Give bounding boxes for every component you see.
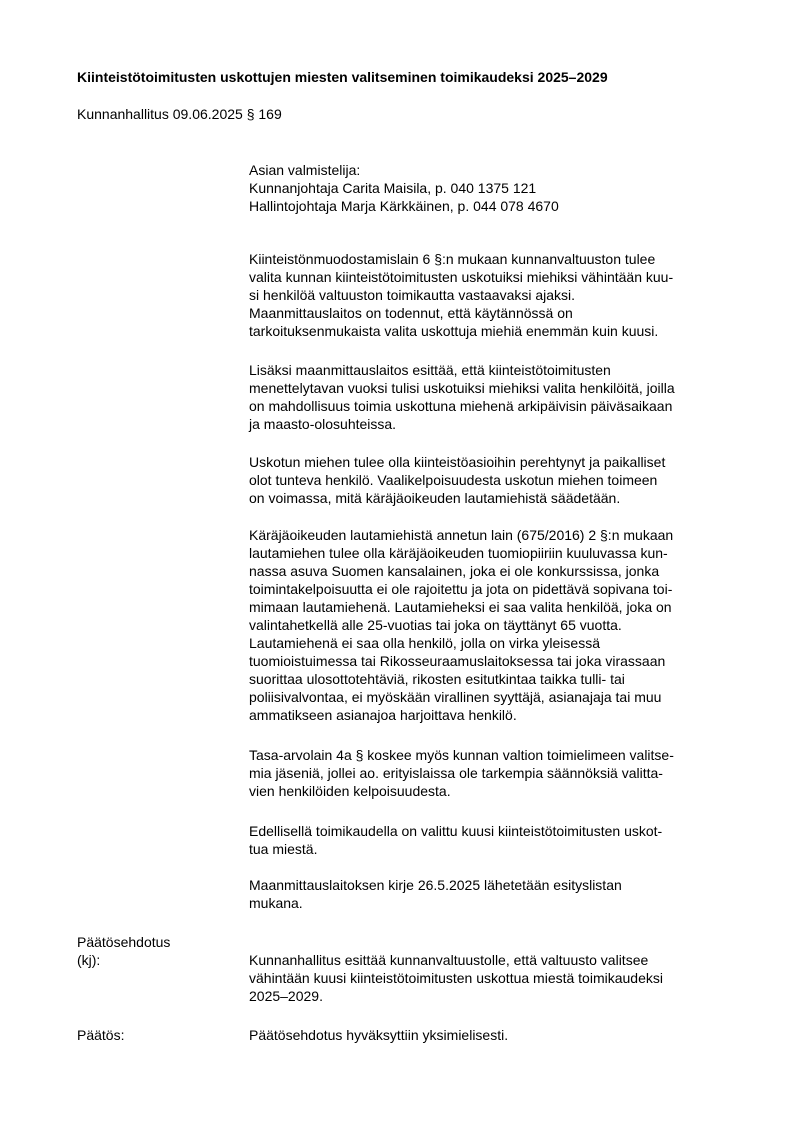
- text-line: ammatikseen asianajoa harjoittava henkilö.: [249, 707, 517, 723]
- text-line: Lautamiehenä ei saa olla henkilö, jolla on virka yleisessä: [249, 635, 600, 651]
- paragraph-4: [249, 526, 739, 724]
- text-line: Tasa-arvolain 4a § koskee myös kunnan valtion toimielimeen valitse-: [249, 747, 674, 763]
- paragraph-3: [249, 453, 739, 507]
- text-line: Uskotun miehen tulee olla kiinteistöasioihin perehtynyt ja paikalliset: [249, 454, 666, 470]
- text-line: Kunnanhallitus esittää kunnanvaltuustolle, että valtuusto valitsee: [249, 952, 649, 968]
- text-line: Käräjäoikeuden lautamiehistä annetun lain (675/2016) 2 §:n mukaan: [249, 527, 674, 543]
- text-line: poliisivalvontaa, ei myöskään virallinen syyttäjä, asianajaja tai muu: [249, 689, 662, 705]
- text-line: menettelytavan vuoksi tulisi uskotuiksi miehiksi valita henkilöitä, joilla: [249, 380, 675, 396]
- text-line: vähintään kuusi kiinteistötoimitusten uskottua miestä toimikaudeksi: [249, 970, 663, 986]
- text-line: valita kunnan kiinteistötoimitusten uskotuiksi miehiksi vähintään kuu-: [249, 269, 674, 285]
- text-line: mia jäseniä, jollei ao. erityislaissa ole tarkempia säännöksiä valitta-: [249, 765, 663, 781]
- text-line: olot tunteva henkilö. Vaalikelpoisuudesta uskotun miehen toimeen: [249, 472, 658, 488]
- meeting-reference: Kunnanhallitus 09.06.2025 § 169: [77, 106, 282, 122]
- text-line: on voimassa, mitä käräjäoikeuden lautamiehistä säädetään.: [249, 490, 621, 506]
- preparer-line: Hallintojohtaja Marja Kärkkäinen, p. 044 078 4670: [249, 198, 559, 214]
- proposal-text: [249, 951, 739, 1005]
- text-line: Maanmittauslaitoksen kirje 26.5.2025 lähetetään esityslistan: [249, 877, 622, 893]
- text-line: Kiinteistönmuodostamislain 6 §:n mukaan kunnanvaltuuston tulee: [249, 251, 656, 267]
- text-line: tuomioistuimessa tai Rikosseuraamuslaitoksessa tai joka virassaan: [249, 653, 666, 669]
- paragraph-1: [249, 250, 739, 340]
- text-line: vien henkilöiden kelpoisuudesta.: [249, 783, 451, 799]
- text-line: tua miestä.: [249, 841, 318, 857]
- text-line: lautamiehen tulee olla käräjäoikeuden tuomiopiiriin kuuluvassa kun-: [249, 545, 668, 561]
- text-line: on mahdollisuus toimia uskottuna miehenä arkipäivisin päiväsaikaan: [249, 398, 673, 414]
- preparer-line: Kunnanjohtaja Carita Maisila, p. 040 1375 121: [249, 180, 537, 196]
- decision-label: Päätös:: [77, 1027, 125, 1043]
- text-line: 2025–2029.: [249, 988, 323, 1004]
- paragraph-5: [249, 746, 739, 800]
- text-line: mimaan lautamiehenä. Lautamieheksi ei saa valita henkilöä, joka on: [249, 599, 672, 615]
- text-line: Edellisellä toimikaudella on valittu kuusi kiinteistötoimitusten uskot-: [249, 823, 663, 839]
- preparer-label: Asian valmistelija:: [249, 162, 361, 178]
- text-line: mukana.: [249, 895, 303, 911]
- text-line: si henkilöä valtuuston toimikautta vastaavaksi ajaksi.: [249, 287, 576, 303]
- proposal-label-sub: (kj):: [77, 952, 101, 968]
- paragraph-6: [249, 822, 739, 858]
- text-line: toimintakelpoisuutta ei ole rajoitettu ja jota on pidettävä sopivana toi-: [249, 581, 673, 597]
- preparer-block: [249, 161, 739, 215]
- text-line: Maanmittauslaitos on todennut, että käytännössä on: [249, 305, 573, 321]
- decision-text: Päätösehdotus hyväksyttiin yksimielisesti.: [249, 1027, 509, 1043]
- text-line: suorittaa ulosottotehtäviä, rikosten esitutkintaa taikka tulli- tai: [249, 671, 625, 687]
- paragraph-7: [249, 876, 739, 912]
- text-line: Lisäksi maanmittauslaitos esittää, että kiinteistötoimitusten: [249, 362, 611, 378]
- paragraph-2: [249, 361, 739, 433]
- text-line: nassa asuva Suomen kansalainen, joka ei ole konkurssissa, jonka: [249, 563, 660, 579]
- text-line: tarkoituksenmukaista valita uskottuja miehiä enemmän kuin kuusi.: [249, 323, 659, 339]
- text-line: ja maasto-olosuhteissa.: [249, 416, 397, 432]
- text-line: valintahetkellä alle 25-vuotias tai joka on täyttänyt 65 vuotta.: [249, 617, 622, 633]
- proposal-label: Päätösehdotus: [77, 934, 171, 950]
- document-title: Kiinteistötoimitusten uskottujen miesten valitseminen toimikaudeksi 2025–2029: [77, 69, 608, 85]
